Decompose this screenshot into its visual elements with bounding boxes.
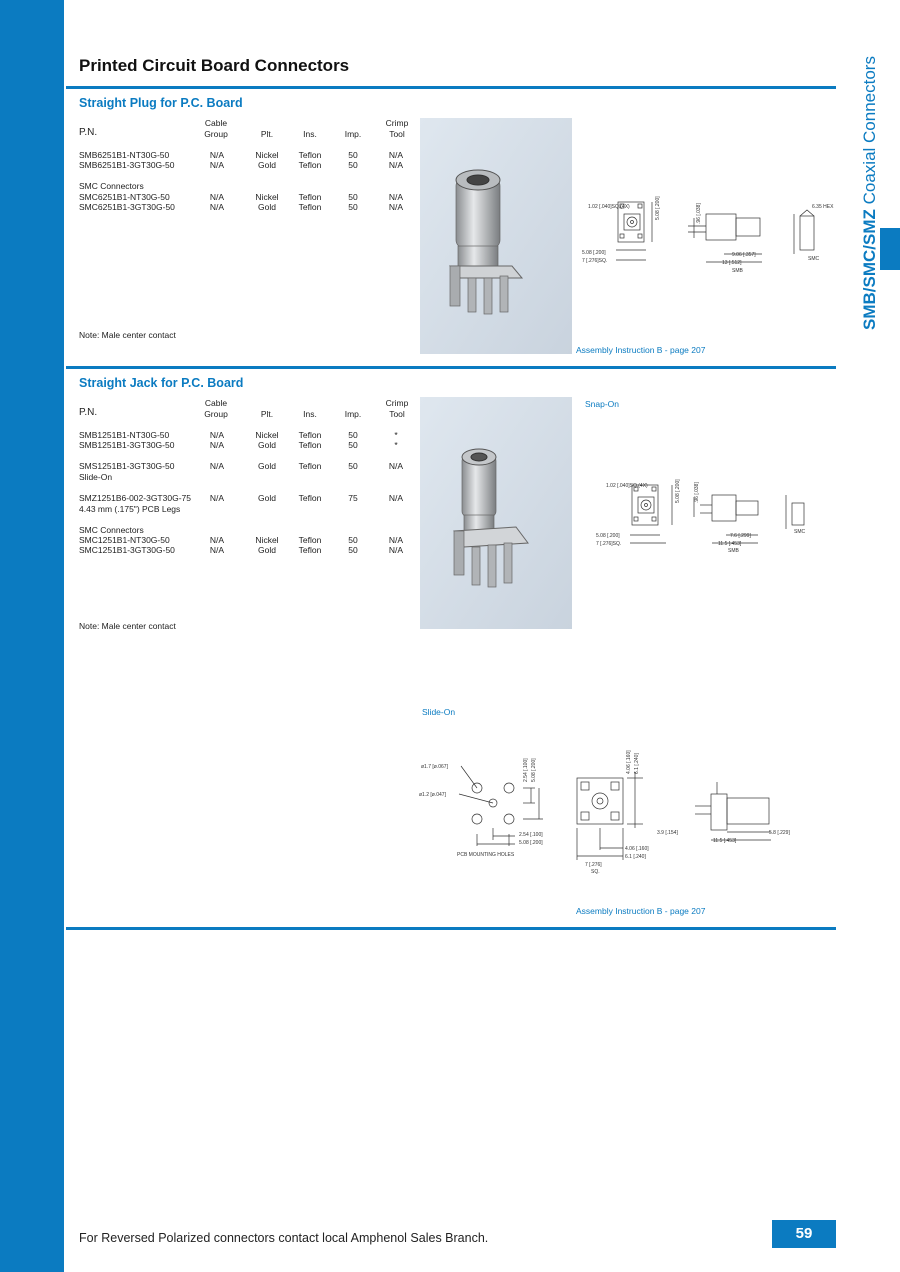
hdr-imp: Imp. — [344, 409, 362, 419]
group-cell: N/A — [209, 192, 225, 202]
tool-cell: N/A — [388, 150, 404, 160]
tool-cell: * — [394, 430, 398, 440]
dim-smc: SMC — [794, 529, 806, 535]
ins-cell: Teflon — [298, 160, 322, 170]
rule-middle — [66, 366, 836, 369]
jack-note: Note: Male center contact — [79, 621, 176, 631]
dim-s2: 11.5 [.453] — [713, 838, 737, 844]
group-cell: N/A — [209, 160, 225, 170]
pn-cell: SMB1251B1-NT30G-50 — [79, 430, 170, 440]
dim-sq: 1.02 [.040]SQ.(4X) — [588, 204, 630, 210]
tool-cell: * — [394, 440, 398, 450]
dim-s1: 3.9 [.154] — [657, 830, 678, 836]
dim-b1: 4.06 [.160] — [625, 846, 649, 852]
plug-dimension-drawing — [576, 180, 840, 280]
hdr-ins: Ins. — [303, 129, 317, 139]
pn-cell: SMC Connectors — [79, 525, 144, 535]
tool-cell: N/A — [388, 160, 404, 170]
table-row — [79, 202, 404, 212]
hdr-group: Group — [204, 409, 228, 419]
dim-l1: 9.06 [.357] — [732, 252, 756, 258]
hdr-cable: Cable — [204, 118, 228, 128]
dim-w2: 7 [.276]SQ. — [596, 541, 622, 547]
table-row — [79, 160, 404, 170]
ins-cell: Teflon — [298, 461, 322, 471]
snap-on-label: Snap-On — [585, 399, 620, 409]
hdr-ins: Ins. — [303, 409, 317, 419]
table-row — [79, 493, 404, 503]
dim-w1: 5.08 [.200] — [582, 250, 606, 256]
tool-cell: N/A — [388, 545, 404, 555]
dim-t1: 4.06 [.160] — [626, 750, 632, 774]
hdr-pn: P.N. — [79, 407, 98, 418]
ins-cell: Teflon — [298, 440, 322, 450]
pn-cell: Slide-On — [79, 472, 113, 482]
slide-on-label: Slide-On — [422, 707, 456, 717]
ins-cell: Teflon — [298, 535, 322, 545]
pn-cell: SMZ1251B6-002-3GT30G-75 — [79, 493, 191, 503]
plt-cell: Gold — [258, 160, 276, 170]
dim-h1: 2.54 [.100] — [519, 832, 543, 838]
dim-l1: 7.6 [.299] — [730, 533, 751, 539]
pn-cell: SMB6251B1-3GT30G-50 — [79, 160, 175, 170]
pn-cell: SMB6251B1-NT30G-50 — [79, 150, 170, 160]
hdr-plt: Plt. — [260, 409, 274, 419]
pn-cell: SMB1251B1-3GT30G-50 — [79, 440, 175, 450]
table-row — [79, 525, 144, 535]
hdr-imp: Imp. — [344, 129, 362, 139]
dim-sq: 1.02 [.040]SQ.(4X) — [606, 483, 648, 489]
imp-cell: 50 — [348, 545, 358, 555]
dim-t2: 6.1 [.240] — [634, 753, 640, 774]
ins-cell: Teflon — [298, 545, 322, 555]
hdr-crimp: Crimp — [385, 398, 409, 408]
group-cell: N/A — [209, 440, 225, 450]
imp-cell: 75 — [348, 493, 358, 503]
jack-snapon-dimension-drawing — [590, 455, 840, 555]
ins-cell: Teflon — [298, 192, 322, 202]
tool-cell: N/A — [388, 461, 404, 471]
dim-p1: .96 [.038] — [696, 203, 702, 224]
group-cell: N/A — [209, 545, 225, 555]
dim-smc: SMC — [808, 256, 820, 262]
tool-cell: N/A — [388, 192, 404, 202]
page-number: 59 — [772, 1220, 836, 1248]
pn-cell: SMC6251B1-NT30G-50 — [79, 192, 170, 202]
table-row — [79, 440, 398, 450]
hdr-pn: P.N. — [79, 127, 98, 138]
dim-hex: 6.35 HEX — [812, 204, 834, 210]
jack-connector-photo — [420, 397, 572, 629]
group-cell: N/A — [209, 150, 225, 160]
hdr-group: Group — [204, 129, 228, 139]
dim-sq: 7 [.276] — [585, 862, 602, 868]
dim-h2: 5.08 [.200] — [519, 840, 543, 846]
plt-cell: Gold — [258, 440, 276, 450]
tool-cell: N/A — [388, 535, 404, 545]
hdr-tool: Tool — [389, 129, 405, 139]
dim-w1: 5.08 [.200] — [596, 533, 620, 539]
imp-cell: 50 — [348, 430, 358, 440]
dim-sq2: SQ. — [591, 869, 600, 875]
table-row — [79, 472, 112, 482]
pn-cell: SMC1251B1-3GT30G-50 — [79, 545, 175, 555]
dim-holes: PCB MOUNTING HOLES — [457, 852, 515, 858]
plug-connector-photo — [420, 118, 572, 354]
imp-cell: 50 — [348, 160, 358, 170]
imp-cell: 50 — [348, 202, 358, 212]
group-cell: N/A — [209, 202, 225, 212]
group-cell: N/A — [209, 535, 225, 545]
plt-cell: Gold — [258, 461, 276, 471]
dim-h: 5.08 [.200] — [655, 196, 661, 220]
side-section-title — [858, 56, 882, 330]
plt-cell: Nickel — [255, 430, 279, 440]
group-cell: N/A — [209, 493, 225, 503]
hdr-plt: Plt. — [260, 129, 274, 139]
dim-p1: .96 [.038] — [694, 482, 700, 503]
imp-cell: 50 — [348, 461, 358, 471]
ins-cell: Teflon — [298, 150, 322, 160]
dim-v2: 5.08 [.200] — [531, 758, 537, 782]
side-tab-marker — [880, 228, 900, 270]
pn-cell: SMC Connectors — [79, 181, 144, 191]
tool-cell: N/A — [388, 202, 404, 212]
plt-cell: Gold — [258, 202, 276, 212]
hdr-cable: Cable — [204, 398, 228, 408]
table-row — [79, 181, 144, 191]
hdr-crimp: Crimp — [385, 118, 409, 128]
table-row — [79, 545, 404, 555]
ins-cell: Teflon — [298, 493, 322, 503]
table-row — [79, 150, 404, 160]
plt-cell: Nickel — [255, 535, 279, 545]
table-row — [79, 535, 404, 545]
pn-cell: SMC6251B1-3GT30G-50 — [79, 202, 175, 212]
imp-cell: 50 — [348, 535, 358, 545]
page-title: Printed Circuit Board Connectors — [79, 56, 350, 75]
dim-d1: ø1.7 [ø.067] — [421, 764, 448, 770]
side-title-rest: Coaxial Connectors — [860, 56, 879, 210]
dim-v1: 2.54 [.100] — [523, 758, 529, 782]
imp-cell: 50 — [348, 192, 358, 202]
dim-l2: 11.5 [.453] — [718, 541, 742, 547]
table-row — [79, 430, 398, 440]
dim-s3: 5.8 [.229] — [769, 830, 790, 836]
slide-on-dimension-drawing — [415, 742, 815, 877]
plt-cell: Gold — [258, 545, 276, 555]
tool-cell: N/A — [388, 493, 404, 503]
plug-section-title: Straight Plug for P.C. Board — [79, 96, 243, 110]
table-row — [79, 504, 180, 514]
side-title-bold: SMB/SMC/SMZ — [860, 209, 879, 330]
table-row — [79, 461, 404, 471]
imp-cell: 50 — [348, 150, 358, 160]
group-cell: N/A — [209, 430, 225, 440]
dim-h: 5.08 [.200] — [675, 479, 681, 503]
group-cell: N/A — [209, 461, 225, 471]
dim-d2: ø1.2 [ø.047] — [419, 792, 446, 798]
footer-text: For Reversed Polarized connectors contact local Amphenol Sales Branch. — [79, 1231, 489, 1245]
plt-cell: Nickel — [255, 192, 279, 202]
imp-cell: 50 — [348, 440, 358, 450]
dim-smb: SMB — [728, 548, 739, 554]
pn-cell: SMS1251B1-3GT30G-50 — [79, 461, 175, 471]
rule-top — [66, 86, 836, 89]
plug-note: Note: Male center contact — [79, 330, 176, 340]
plug-assembly-link[interactable]: Assembly Instruction B - page 207 — [576, 345, 706, 355]
table-row — [79, 192, 404, 202]
dim-b2: 6.1 [.240] — [625, 854, 646, 860]
dim-w2: 7 [.276]SQ. — [582, 258, 608, 264]
pn-cell: 4.43 mm (.175") PCB Legs — [79, 504, 181, 514]
jack-assembly-link[interactable]: Assembly Instruction B - page 207 — [576, 906, 706, 916]
ins-cell: Teflon — [298, 202, 322, 212]
rule-bottom — [66, 927, 836, 930]
dim-l2: 13 [.512] — [722, 260, 742, 266]
dim-smb: SMB — [732, 268, 743, 274]
hdr-tool: Tool — [389, 409, 405, 419]
jack-section-title: Straight Jack for P.C. Board — [79, 376, 244, 390]
plt-cell: Gold — [258, 493, 276, 503]
pn-cell: SMC1251B1-NT30G-50 — [79, 535, 170, 545]
plt-cell: Nickel — [255, 150, 279, 160]
left-color-bar — [0, 0, 64, 1272]
ins-cell: Teflon — [298, 430, 322, 440]
